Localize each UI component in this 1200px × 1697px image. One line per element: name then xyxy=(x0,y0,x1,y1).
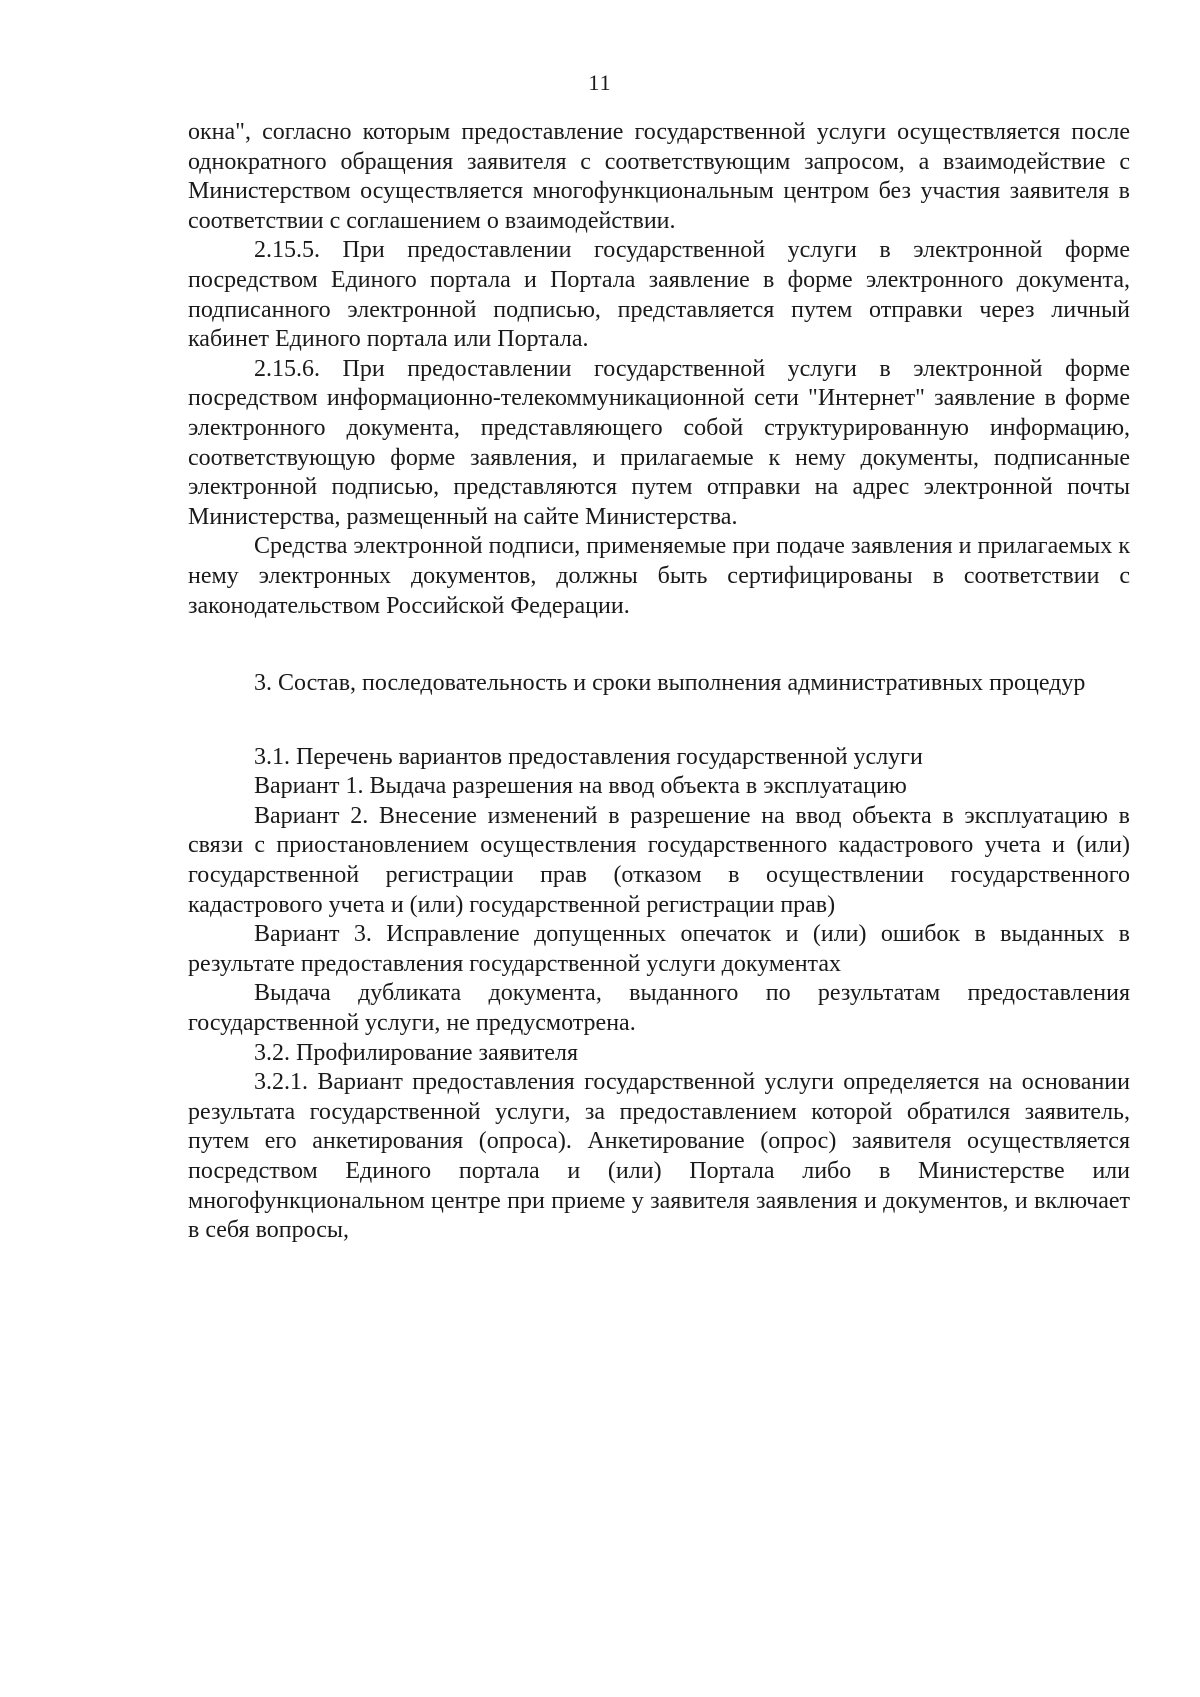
paragraph-variant-3: Вариант 3. Исправление допущенных опечаток и (или) ошибок в выданных в результате предоставления государственной услуги документах xyxy=(188,921,1130,977)
section-heading: 3. Состав, последовательность и сроки выполнения административных процедур xyxy=(254,670,1086,697)
paragraph-duplicate: Выдача дубликата документа, выданного по результатам предоставления государственной услуги, не предусмотрена. xyxy=(188,980,1130,1037)
paragraph-variant-2: Вариант 2. Внесение изменений в разрешение на ввод объекта в эксплуатацию в связи с приостановлением осуществления государственного кадастрового учета и (или) государственной регистрации прав (отказом в осуществлении государственного кадастрового учета и (или) государственной регистрации прав) xyxy=(188,802,1130,918)
spacer xyxy=(188,621,1130,669)
spacer xyxy=(188,699,1130,743)
paragraph-2-15-6: 2.15.6. При предоставлении государственной услуги в электронной форме посредством информационно-телекоммуникационной сети "Интернет" заявление в форме электронного документа, представляющего собой структурированную информацию, соответствующую форме заявления, и прилагаемые к нему документы, подписанные электронной подписью, представляются путем отправки на адрес электронной почты Министерства, размещенный на сайте Министерства. xyxy=(188,355,1130,530)
paragraph-variant-1: Вариант 1. Выдача разрешения на ввод объекта в эксплуатацию xyxy=(254,773,907,800)
paragraph-continuation: окна", согласно которым предоставление государственной услуги осуществляется после однократного обращения заявителя с соответствующим запросом, а взаимодействие с Министерством осуществляется многофункциональным центром без участия заявителя в соответствии с соглашением о взаимодействии. xyxy=(188,119,1130,234)
paragraph-electronic-signature: Средства электронной подписи, применяемые при подаче заявления и прилагаемых к нему электронных документов, должны быть сертифицированы в соответствии с законодательством Российской Федерации. xyxy=(188,533,1130,619)
paragraph-3-2-1: 3.2.1. Вариант предоставления государственной услуги определяется на основании результата государственной услуги, за предоставлением которой обратился заявитель, путем его анкетирования (опроса). Анкетирование (опрос) заявителя осуществляется посредством Единого портала и (или) Портала либо в Министерстве или многофункциональном центре при приеме у заявителя заявления и документов, и включает в себя вопросы, xyxy=(188,1069,1130,1244)
paragraph-3-1: 3.1. Перечень вариантов предоставления государственной услуги xyxy=(254,743,923,770)
paragraph-3-2: 3.2. Профилирование заявителя xyxy=(254,1039,579,1066)
paragraph-2-15-5: 2.15.5. При предоставлении государственной услуги в электронной форме посредством Единого портала и Портала заявление в форме электронного документа, подписанного электронной подписью, представляется путем отправки через личный кабинет Единого портала или Портала. xyxy=(188,237,1130,353)
page-number: 11 xyxy=(588,70,612,95)
body-text-top xyxy=(188,118,1130,1246)
